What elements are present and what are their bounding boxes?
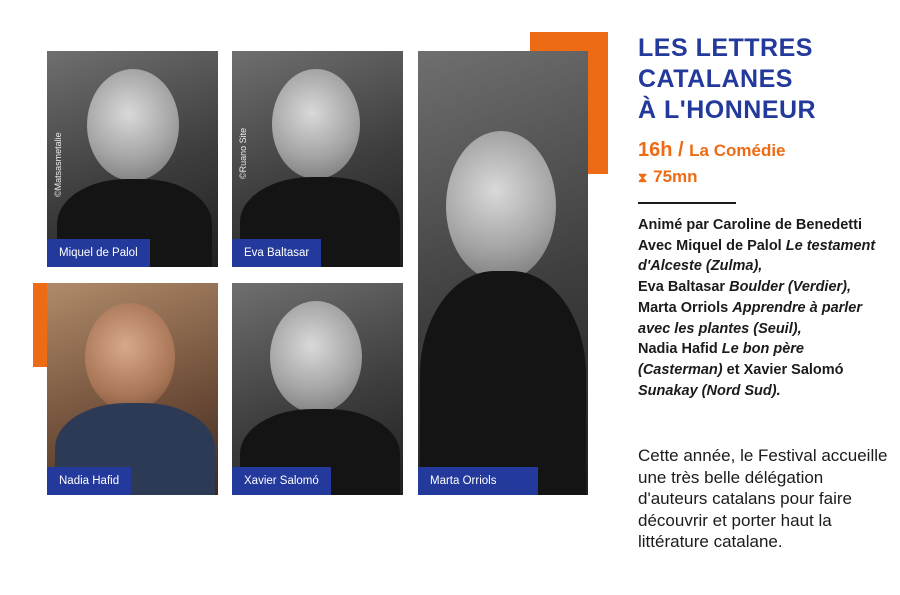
book-title: Le bon père (Casterman) xyxy=(638,341,804,378)
author-caption: Xavier Salomó xyxy=(232,467,331,495)
author-caption: Marta Orriols xyxy=(418,467,538,495)
photo-credit: ©Ruano Site xyxy=(238,127,248,179)
moderation-credits: Animé par Caroline de Benedetti Avec Miquel de Palol Le testament d'Alceste (Zulma), Eva Baltasar Boulder (Verdier), Marta Orriols Apprendre à parler avec les plantes (Seuil), Nadia Hafid Le bon père (Casterman) et Xavier Salomó Sunakay (Nord Sud). xyxy=(638,217,876,399)
author-name: Miquel de Palol xyxy=(676,237,782,254)
book-title: Le testament d'Alceste (Zulma), xyxy=(638,237,876,275)
author-name: Nadia Hafid xyxy=(638,341,718,358)
session-time: 16h xyxy=(638,139,673,161)
event-title xyxy=(638,33,816,126)
author-name: Eva Baltasar xyxy=(638,279,726,296)
event-description: Cette année, le Festival accueille une très belle délégation d'auteurs catalans pour faire découvrir et porter haut la littérature catalane. xyxy=(638,446,888,551)
author-caption: Eva Baltasar xyxy=(232,239,321,267)
divider xyxy=(638,202,736,204)
hourglass-icon: ⧗ xyxy=(638,170,648,185)
session-venue: La Comédie xyxy=(689,141,786,160)
book-title: Sunakay (Nord Sud). xyxy=(638,382,781,399)
title-line: CATALANES xyxy=(638,65,793,93)
author-caption: Miquel de Palol xyxy=(47,239,150,267)
title-line: À L'HONNEUR xyxy=(638,96,817,124)
title-line: LES LETTRES xyxy=(638,34,813,62)
session-separator: / xyxy=(678,139,684,161)
author-photo-xavier-salomo xyxy=(232,283,403,495)
book-title: Apprendre à parler avec les plantes (Seuil), xyxy=(638,299,863,337)
duration-value: 75mn xyxy=(653,167,698,186)
author-caption: Nadia Hafid xyxy=(47,467,131,495)
session-time-venue xyxy=(638,139,786,162)
author-photo-marta-orriols xyxy=(418,51,588,495)
photo-credit: ©Matsasmetalie xyxy=(53,132,63,197)
host-line: Animé par Caroline de Benedetti xyxy=(638,217,862,233)
author-photo-miquel-de-palol xyxy=(47,51,218,267)
author-name: Marta Orriols xyxy=(638,299,729,316)
book-title: Boulder (Verdier), xyxy=(729,279,852,296)
author-photo-eva-baltasar xyxy=(232,51,403,267)
author-name: Xavier Salomó xyxy=(743,361,844,378)
session-duration xyxy=(638,167,698,187)
author-photo-nadia-hafid xyxy=(47,283,218,495)
